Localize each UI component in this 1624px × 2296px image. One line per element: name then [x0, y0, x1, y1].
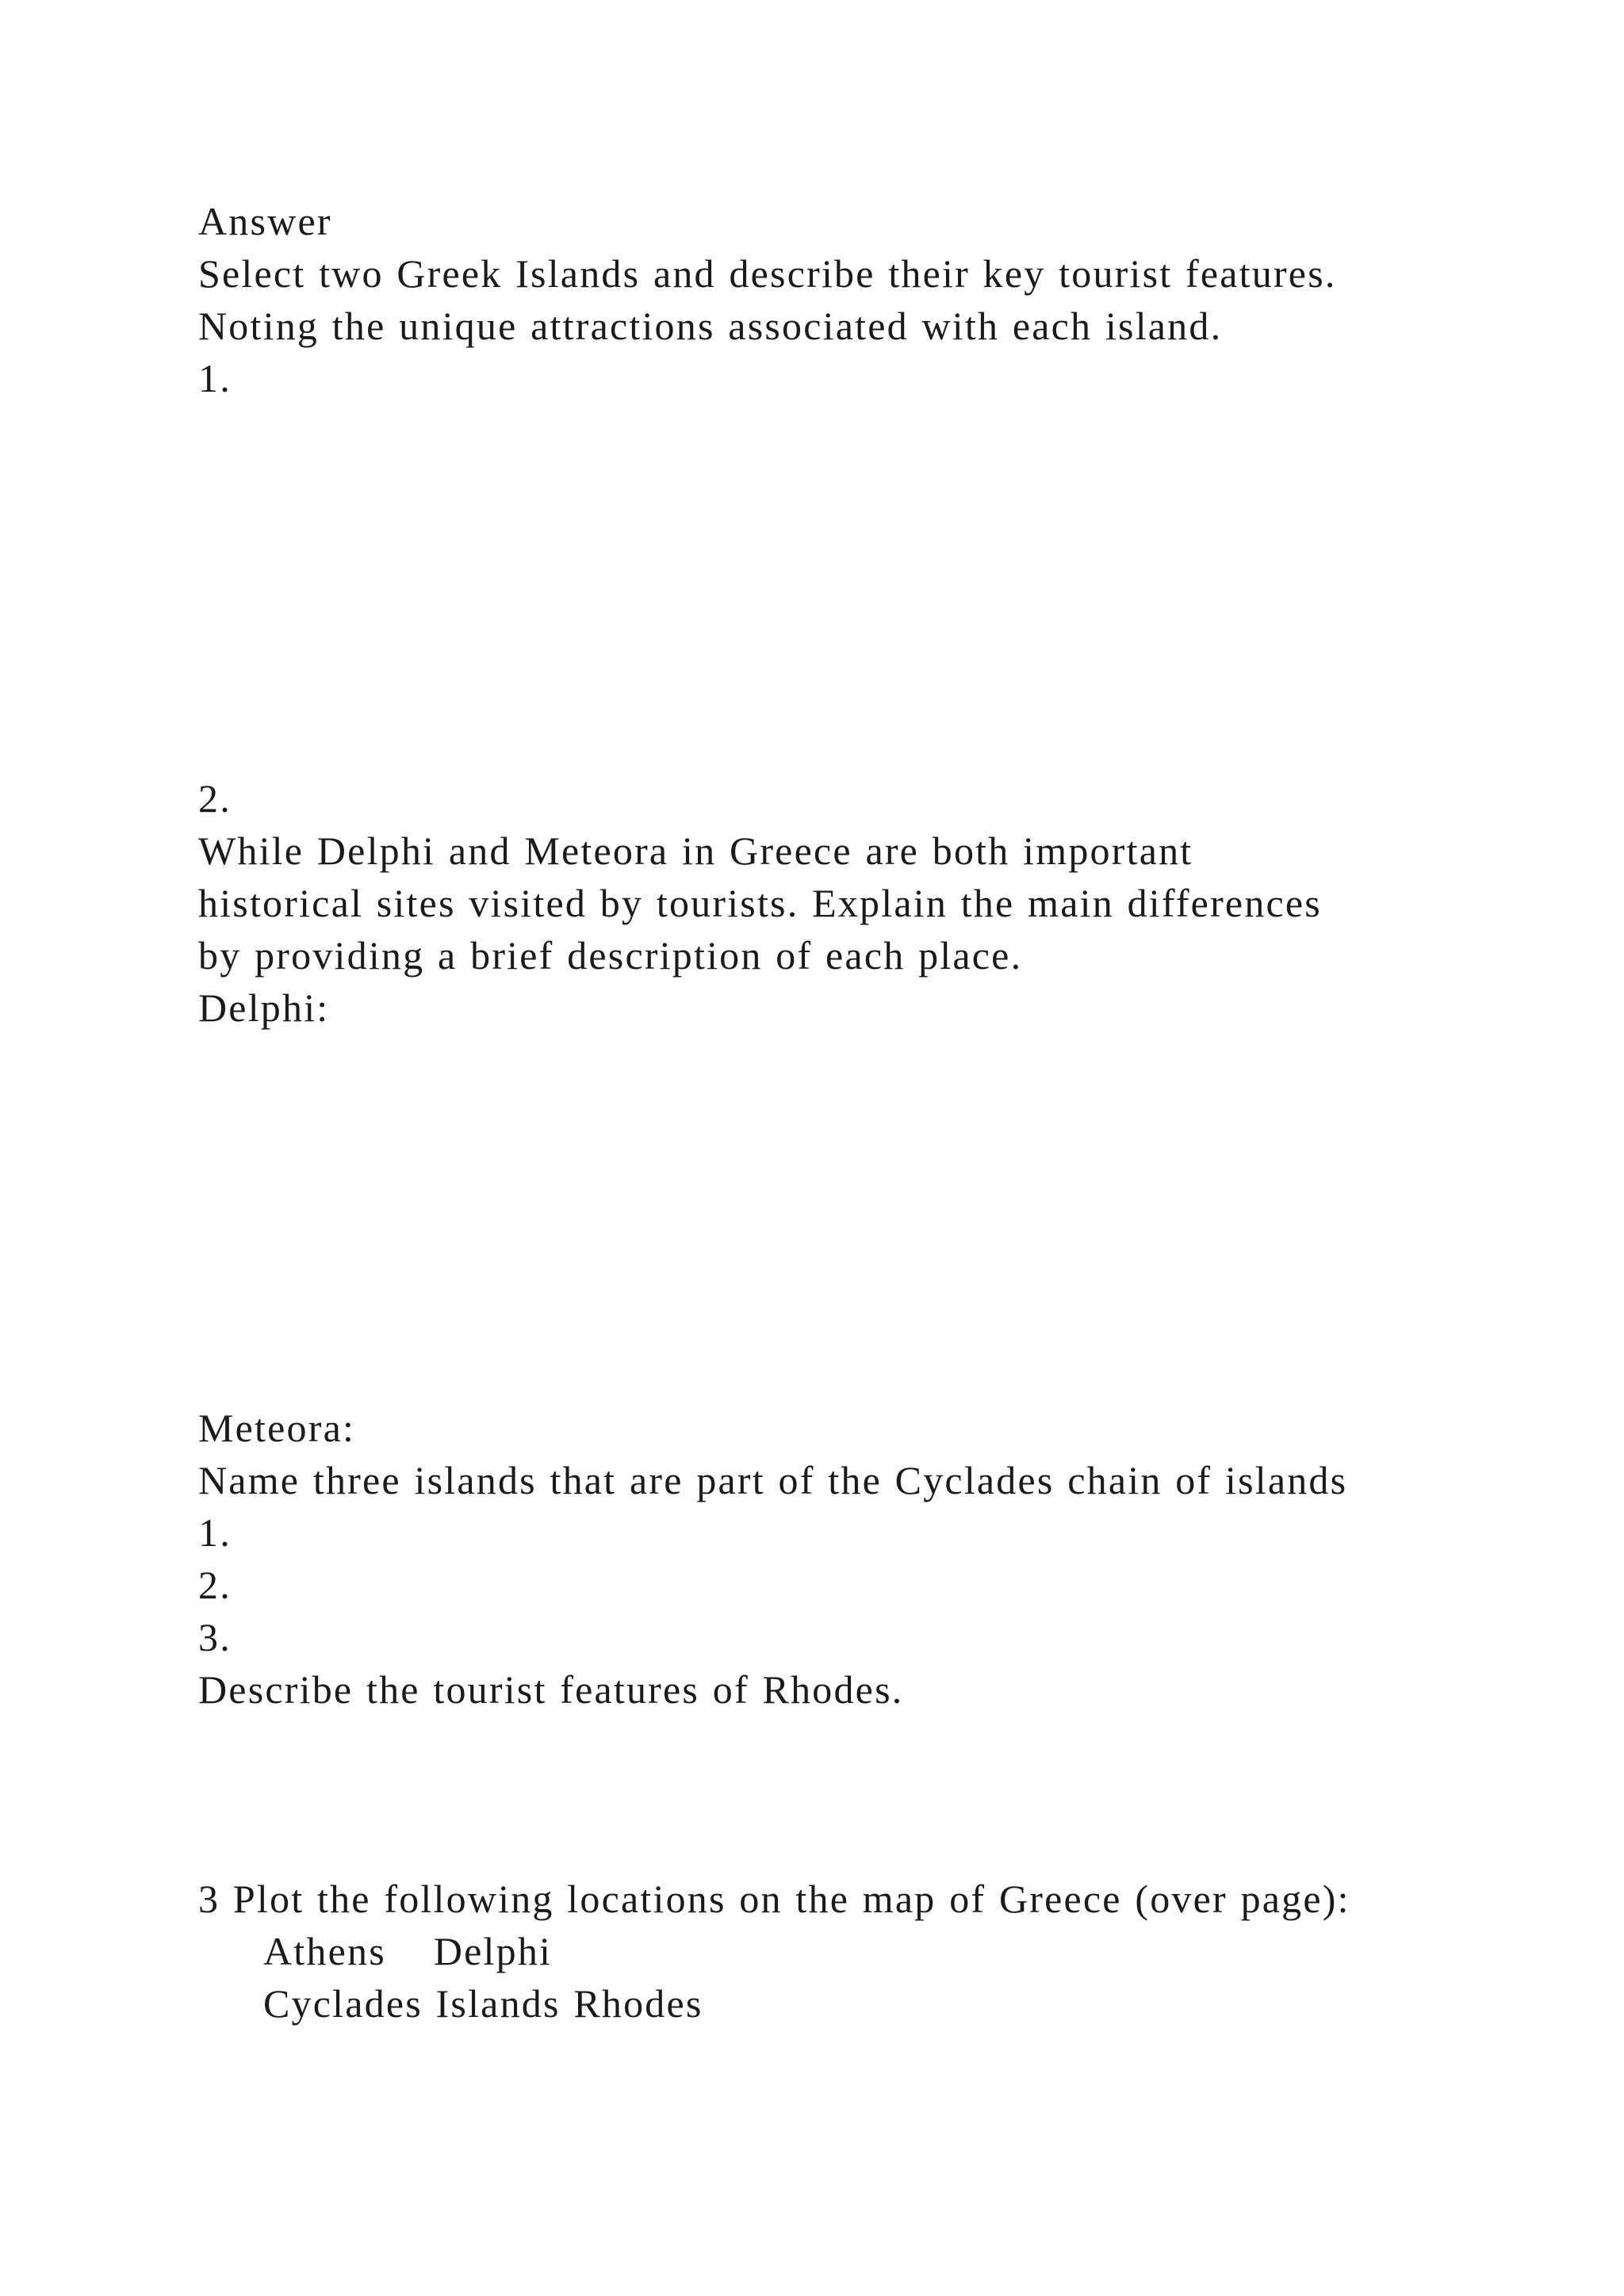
question-cyclades: Name three islands that are part of the Cyclades chain of islands: [198, 1458, 1348, 1502]
list-number-1: 1.: [198, 356, 232, 400]
delphi-label: Delphi:: [198, 985, 330, 1030]
locations-row-1: [263, 1925, 552, 1977]
question-plot-locations: 3 Plot the following locations on the map of Greece (over page):: [198, 1877, 1350, 1921]
locations-row-2: Cyclades Islands Rhodes: [263, 1981, 703, 2026]
question-delphi-meteora-line-2: historical sites visited by tourists. Explain the main differences: [198, 881, 1322, 925]
cyclades-number-2: 2.: [198, 1563, 232, 1607]
answer-heading: Answer: [198, 199, 332, 243]
question-delphi-meteora-line-1: While Delphi and Meteora in Greece are both important: [198, 828, 1193, 873]
question-rhodes: Describe the tourist features of Rhodes.: [198, 1667, 904, 1712]
meteora-label: Meteora:: [198, 1406, 356, 1450]
cyclades-number-1: 1.: [198, 1510, 232, 1555]
question-greek-islands-line-1: Select two Greek Islands and describe their key tourist features.: [198, 251, 1337, 296]
list-number-2: 2.: [198, 776, 232, 821]
location-athens: Athens: [263, 1929, 386, 1973]
location-delphi: Delphi: [433, 1929, 553, 1973]
cyclades-number-3: 3.: [198, 1615, 232, 1659]
question-delphi-meteora-line-3: by providing a brief description of each place.: [198, 933, 1023, 978]
question-greek-islands-line-2: Noting the unique attractions associated with each island.: [198, 304, 1223, 348]
